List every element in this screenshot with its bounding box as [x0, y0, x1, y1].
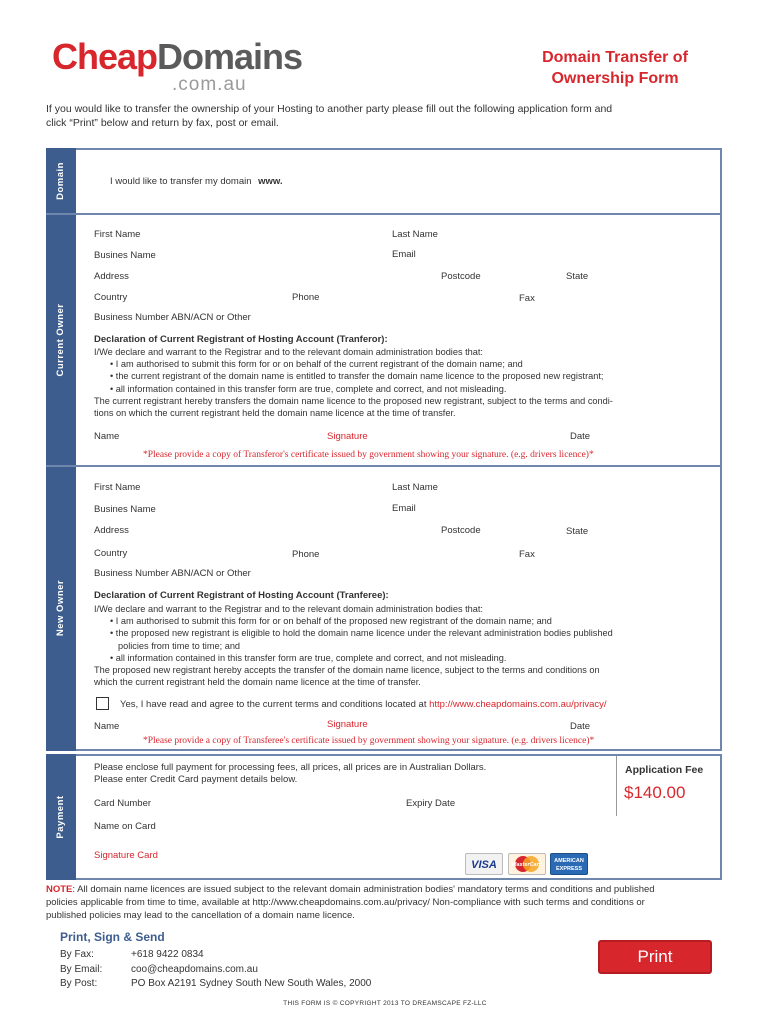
- new-signature-label: Signature: [327, 719, 368, 730]
- current-declaration-title: Declaration of Current Registrant of Hosting Account (Tranferor):: [94, 334, 388, 345]
- domain-tab-label: Domain: [55, 162, 66, 200]
- current-certificate-note: *Please provide a copy of Transferor's certificate issued by government showing your signature. (e.g. drivers licence)*: [143, 450, 594, 460]
- post-label: By Post:: [60, 978, 98, 989]
- current-decl-bullet3: • all information contained in this transfer form are true, complete and correct, and not misleading.: [110, 383, 507, 394]
- form-title: [510, 47, 720, 89]
- agree-text-label: Yes, I have read and agree to the current terms and conditions located at: [120, 699, 427, 710]
- domain-www: www.: [258, 176, 283, 187]
- current-owner-tab-label: Current Owner: [55, 303, 66, 377]
- email-label: By Email:: [60, 964, 103, 975]
- current-transfer-line2: tions on which the current registrant held the domain name licence at the time of transfer.: [94, 408, 456, 419]
- mastercard-icon: [508, 853, 546, 875]
- legal-note-line1: [46, 883, 736, 896]
- current-postcode-label: Postcode: [441, 271, 481, 282]
- new-abn-label: Business Number ABN/ACN or Other: [94, 568, 251, 579]
- application-fee-label: Application Fee: [625, 764, 704, 776]
- agree-text: [120, 699, 607, 710]
- current-abn-label: Business Number ABN/ACN or Other: [94, 312, 251, 323]
- new-postcode-label: Postcode: [441, 525, 481, 536]
- new-date-label: Date: [570, 721, 591, 732]
- domain-separator: [46, 213, 722, 215]
- current-signature-label: Signature: [327, 431, 368, 442]
- payment-tab-label: Payment: [55, 795, 66, 839]
- new-fax-label: Fax: [519, 549, 535, 560]
- agree-checkbox[interactable]: [96, 697, 109, 710]
- amex-card-text1: AMERICAN: [554, 858, 584, 864]
- new-decl-bullet2a: • the proposed new registrant is eligible to hold the domain name licence under the relevant administration bodies published: [110, 628, 613, 639]
- current-email-label: Email: [392, 249, 416, 260]
- current-decl-bullet2: • the current registrant of the domain name is entitled to transfer the domain name licence to the proposed new registrant;: [110, 371, 604, 382]
- payment-info: [94, 762, 486, 786]
- new-accept-line2: which the current registrant held the domain name licence at the time of transfer.: [94, 677, 421, 688]
- signature-card-label: Signature Card: [94, 850, 158, 861]
- current-first-name-label: First Name: [94, 229, 141, 240]
- domain-prompt: [110, 176, 283, 187]
- payment-info-line2: Please enter Credit Card payment details below.: [94, 774, 298, 785]
- new-name-label: Name: [94, 721, 120, 732]
- note-line1-text: : All domain name licences are issued subject to the relevant domain administration bodies' mandatory terms and conditions and published: [72, 884, 655, 895]
- new-last-name-label: Last Name: [392, 482, 438, 493]
- new-certificate-note: *Please provide a copy of Transferee's certificate issued by government showing your signature. (e.g. drivers licence)*: [143, 736, 595, 746]
- new-email-label: Email: [392, 503, 416, 514]
- current-date-label: Date: [570, 431, 591, 442]
- current-decl-intro: I/We declare and warrant to the Registrar and to the relevant domain administration bodies that:: [94, 347, 483, 357]
- logo-cheap: Cheap: [52, 36, 158, 77]
- legal-note: [46, 883, 736, 922]
- domain-prompt-text: I would like to transfer my domain: [110, 176, 252, 187]
- application-fee-amount: $140.00: [624, 783, 686, 802]
- current-state-label: State: [566, 271, 589, 282]
- current-transfer-line1: The current registrant hereby transfers the domain name licence to the proposed new registrant, subject to the terms and condi-: [94, 395, 613, 406]
- post-value: PO Box A2191 Sydney South New South Wales, 2000: [131, 978, 372, 989]
- expiry-date-label: Expiry Date: [406, 798, 456, 809]
- amex-card-icon: [550, 853, 588, 875]
- current-owner-separator: [46, 465, 722, 467]
- form-title-line2: Ownership Form: [551, 70, 679, 87]
- current-decl-bullet1: • I am authorised to submit this form for or on behalf of the current registrant of the domain name; and: [110, 359, 523, 370]
- copyright-text: THIS FORM IS © COPYRIGHT 2013 TO DREAMSCAPE FZ-LLC: [283, 1000, 487, 1007]
- current-last-name-label: Last Name: [392, 229, 438, 240]
- new-declaration-body: [94, 603, 714, 688]
- current-name-label: Name: [94, 431, 120, 442]
- current-country-label: Country: [94, 292, 128, 303]
- intro-line1: If you would like to transfer the ownership of your Hosting to another party please fill out the following application form and: [46, 103, 613, 115]
- new-decl-intro: I/We declare and warrant to the Registrar and to the relevant domain administration bodies that:: [94, 604, 483, 614]
- logo-domains: Domains: [157, 36, 303, 77]
- intro-text: [46, 102, 736, 130]
- legal-note-line2: policies applicable from time to time, available at http://www.cheapdomains.com.au/privacy/ Non-compliance with such terms and conditions or: [46, 897, 645, 908]
- intro-line2: click “Print” below and return by fax, post or email.: [46, 117, 279, 129]
- logo-tld: .com.au: [172, 74, 247, 95]
- new-decl-bullet2b: policies from time to time; and: [118, 640, 241, 651]
- new-phone-label: Phone: [292, 549, 320, 560]
- new-owner-tab-label: New Owner: [55, 579, 66, 637]
- visa-card-text: VISA: [471, 859, 497, 871]
- current-address-label: Address: [94, 271, 129, 282]
- new-decl-bullet1: • I am authorised to submit this form for or on behalf of the proposed new registrant of the domain name; and: [110, 616, 552, 627]
- current-declaration-body: [94, 346, 714, 419]
- logo: [52, 36, 303, 96]
- new-decl-bullet3: • all information contained in this transfer form are true, complete and correct, and not misleading.: [110, 652, 507, 663]
- print-button[interactable]: Print: [598, 940, 712, 974]
- card-number-label: Card Number: [94, 798, 152, 809]
- new-state-label: State: [566, 526, 589, 537]
- amex-card-text2: EXPRESS: [556, 866, 582, 872]
- new-address-label: Address: [94, 525, 129, 536]
- print-sign-send-title: Print, Sign & Send: [60, 930, 165, 944]
- new-declaration-title: Declaration of Current Registrant of Hosting Account (Tranferee):: [94, 590, 389, 601]
- visa-card-icon: [465, 853, 503, 875]
- email-value: coo@cheapdomains.com.au: [131, 964, 258, 975]
- current-phone-label: Phone: [292, 292, 320, 303]
- name-on-card-label: Name on Card: [94, 821, 156, 832]
- form-title-line1: Domain Transfer of: [542, 49, 688, 66]
- current-fax-label: Fax: [519, 293, 535, 304]
- note-label: NOTE: [46, 884, 73, 895]
- privacy-link[interactable]: http://www.cheapdomains.com.au/privacy/: [429, 699, 607, 710]
- new-accept-line1: The proposed new registrant hereby accepts the transfer of the domain name licence, subject to the terms and conditions on: [94, 665, 600, 676]
- current-business-name-label: Busines Name: [94, 250, 156, 261]
- mastercard-text: MasterCard: [511, 862, 543, 868]
- payment-info-line1: Please enclose full payment for processing fees, all prices, all prices are in Australian Dollars.: [94, 762, 487, 773]
- new-business-name-label: Busines Name: [94, 504, 156, 515]
- fax-value: +618 9422 0834: [131, 949, 204, 960]
- fax-label: By Fax:: [60, 949, 94, 960]
- legal-note-line3: published policies may lead to the cancellation of a domain name licence.: [46, 910, 355, 921]
- new-country-label: Country: [94, 548, 128, 559]
- new-first-name-label: First Name: [94, 482, 141, 493]
